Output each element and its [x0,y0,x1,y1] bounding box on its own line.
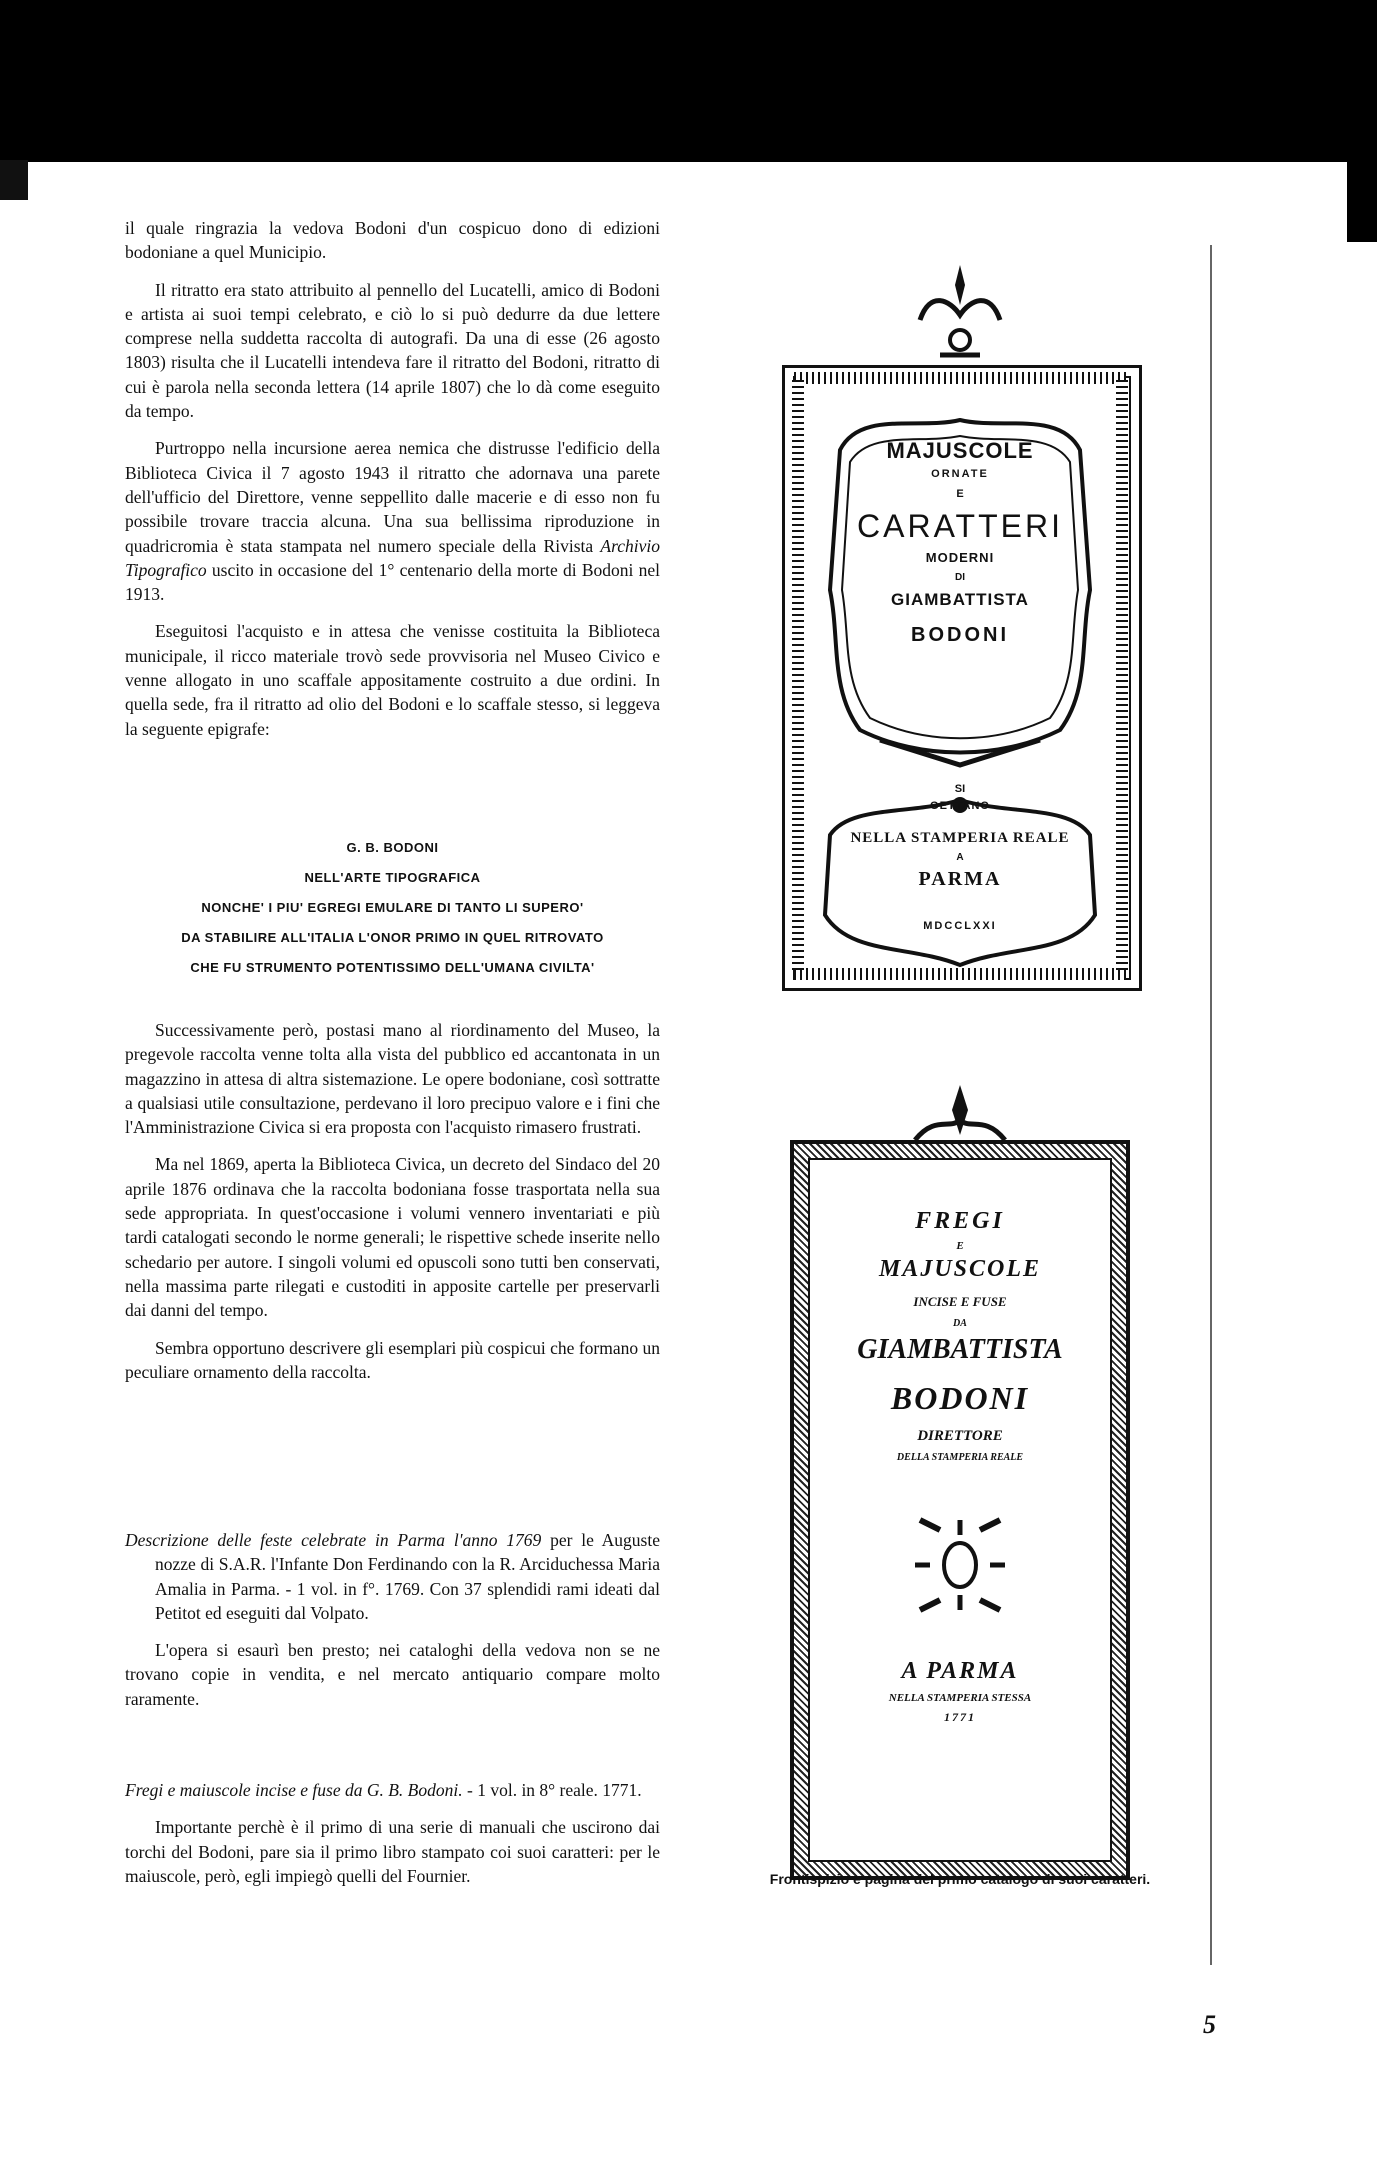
entry-details: - 1 vol. in 8° reale. 1771. [467,1780,642,1800]
plate-line: NELLA STAMPERIA REALE [850,830,1070,846]
paragraph: Sembra opportuno descrivere gli esemplari più cospicui che formano un peculiare ornamento della raccolta. [125,1337,660,1382]
paragraph: Importante perchè è il primo di una serie di manuali che uscirono dai torchi del Bodoni, pare sia il primo libro stampato coi suoi caratteri: per le maiuscole, però, egli impiegò quelli del Fournier. [125,1817,660,1886]
paragraph: Successivamente però, postasi mano al riordinamento del Museo, la pregevole raccolta venne tolta alla vista del pubblico ed accantonata in un magazzino in attesa di altra sistemazione. Le opere bodoniane, così sottratte a qualsiasi utile consultazione, perdevano il loro precipuo valore e i fini che l'Amministrazione Civica si era proposta con l'acquisto rimasero frustrati. [125,1020,660,1138]
entry-heading [125,1528,660,1625]
plate-line: DA [953,1318,967,1329]
journal-title: Archivio Tipografico [125,535,661,580]
epigraph-line: NELL'ARTE TIPOGRAFICA [304,870,481,885]
title-page-plate [780,1080,1140,1890]
epigraph-line: NONCHE' I PIU' EGREGI EMULARE DI TANTO LI SUPERO' [201,900,584,915]
plate-line: MDCCLXXI [923,920,997,932]
plate-line: PARMA [918,868,1002,890]
plate-line: MODERNI [925,550,995,565]
figure-caption: Frontispizio e pagina del primo catalogo di suoi caratteri. [769,1871,1151,1887]
catalog-entry-1 [125,1528,660,1724]
plate-line: DI [955,572,965,583]
medallion-ornament-icon [910,1510,1010,1620]
plate-line: DELLA STAMPERIA REALE [896,1452,1024,1463]
plate-line: 1771 [944,1710,976,1724]
paragraph: Ma nel 1869, aperta la Biblioteca Civica, un decreto del Sindaco del 20 aprile 1876 ordinava che la raccolta bodoniana fosse trasportata nella sua sede appropriata. In quest'occasione i volumi vennero inventariati e più tardi catalogati secondo le norme generali; le rispettive schede inserite nello schedario per autore. I singoli volumi ed opuscoli sono tutti ben conservati, nella massima parte rilegati e custoditi in apposite cartelle per preservarli dai danni del tempo. [125,1154,660,1321]
plate-line: MAJUSCOLE [878,1256,1042,1282]
entry-heading [125,1778,660,1802]
paragraph [125,436,660,606]
plate-line: ORNATE [931,468,989,480]
plate-line: E [956,1240,964,1252]
plate-line: E [956,488,964,500]
paragraph: il quale ringrazia la vedova Bodoni d'un cospicuo dono di edizioni bodoniane a quel Municipio. [125,218,660,263]
entry-title: Fregi e maiuscole incise e fuse da G. B. Bodoni. [125,1780,463,1800]
entry-title: Descrizione delle feste celebrate in Parma l'anno 1769 [125,1530,542,1550]
right-margin-rule [1210,245,1212,1965]
plate-line: GIAMBATTISTA [891,590,1029,609]
epigraph-line: G. B. BODONI [346,840,439,855]
epigraph-line: DA STABILIRE ALL'ITALIA L'ONOR PRIMO IN QUEL RITROVATO [181,930,604,945]
plate-line: FREGI [915,1208,1005,1234]
catalog-entry-2 [125,1778,660,1901]
text-column-top [125,216,660,754]
plate-line: BODONI [911,624,1009,646]
plate-line: BODONI [890,1380,1030,1416]
paragraph-text: Purtroppo nella incursione aerea nemica che distrusse l'edificio della Biblioteca Civica il 7 agosto 1943 il ritratto che adornava una parete dell'ufficio del Direttore, venne seppellito dalle macerie e di esso non fu possibile trovare traccia alcuna. Una sua bellissima riproduzione in quadricromia è stata stampata nel numero speciale della Rivista [125,438,660,556]
scan-top-border [0,0,1377,162]
ornament-rule [794,372,1126,384]
entry-details: per le Auguste nozze di S.A.R. l'Infante Don Ferdinando con la R. Arciduchessa Maria Amalia in Parma. - 1 vol. in f°. 1769. Con 37 splendidi rami ideati dal Petitot ed eseguiti dal Volpato. [155,1530,661,1623]
crown-ornament-icon [910,260,1010,370]
frontispiece-plate [780,240,1140,1000]
epigraph-line: CHE FU STRUMENTO POTENTISSIMO DELL'UMANA CIVILTA' [190,960,595,975]
plate-line: CARATTERI [857,508,1063,544]
paragraph: Il ritratto era stato attribuito al pennello del Lucatelli, amico di Bodoni e artista ai suoi tempi celebrato, e ciò lo si può dedurre da due lettere comprese nella suddetta raccolta di autografi. Da una di esse (26 agosto 1803) risulta che il Lucatelli intendeva fare il ritratto del Bodoni, ritratto di cui è parola nella seconda lettera (14 aprile 1807) che lo dà come eseguito da tempo. [125,279,660,422]
plate-line: NELLA STAMPERIA STESSA [888,1692,1032,1704]
plate-line: INCISE E FUSE [913,1294,1007,1309]
plate-line: GIAMBATTISTA [857,1334,1063,1365]
plate-line: A [956,852,964,863]
page-number: 5 [1203,2010,1216,2039]
plate-line: DIRETTORE [917,1428,1003,1444]
plate-line: SI [954,783,966,795]
paragraph: Eseguitosi l'acquisto e in attesa che venisse costituita la Biblioteca municipale, il ricco materiale trovò sede provvisoria nel Museo Civico e venne allogato in uno scaffale appositamente costruito a due ordini. In quella sede, fra il ritratto ad olio del Bodoni e lo scaffale stesso, si leggeva la seguente epigrafe: [125,621,660,739]
plate-line: A PARMA [901,1658,1019,1684]
plate-line: MAJUSCOLE [886,438,1034,463]
scan-left-mark [0,160,28,200]
paragraph: L'opera si esaurì ben presto; nei cataloghi della vedova non se ne trovano copie in vendita, e nel mercato antiquario compare molto raramente. [125,1640,660,1709]
text-column-middle [125,1018,660,1397]
plate-line: GETTANO [930,800,990,812]
paragraph-text: uscito in occasione del 1° centenario della morte di Bodoni nel 1913. [125,559,660,605]
epigraph [120,833,665,983]
scan-right-border [1347,162,1377,242]
